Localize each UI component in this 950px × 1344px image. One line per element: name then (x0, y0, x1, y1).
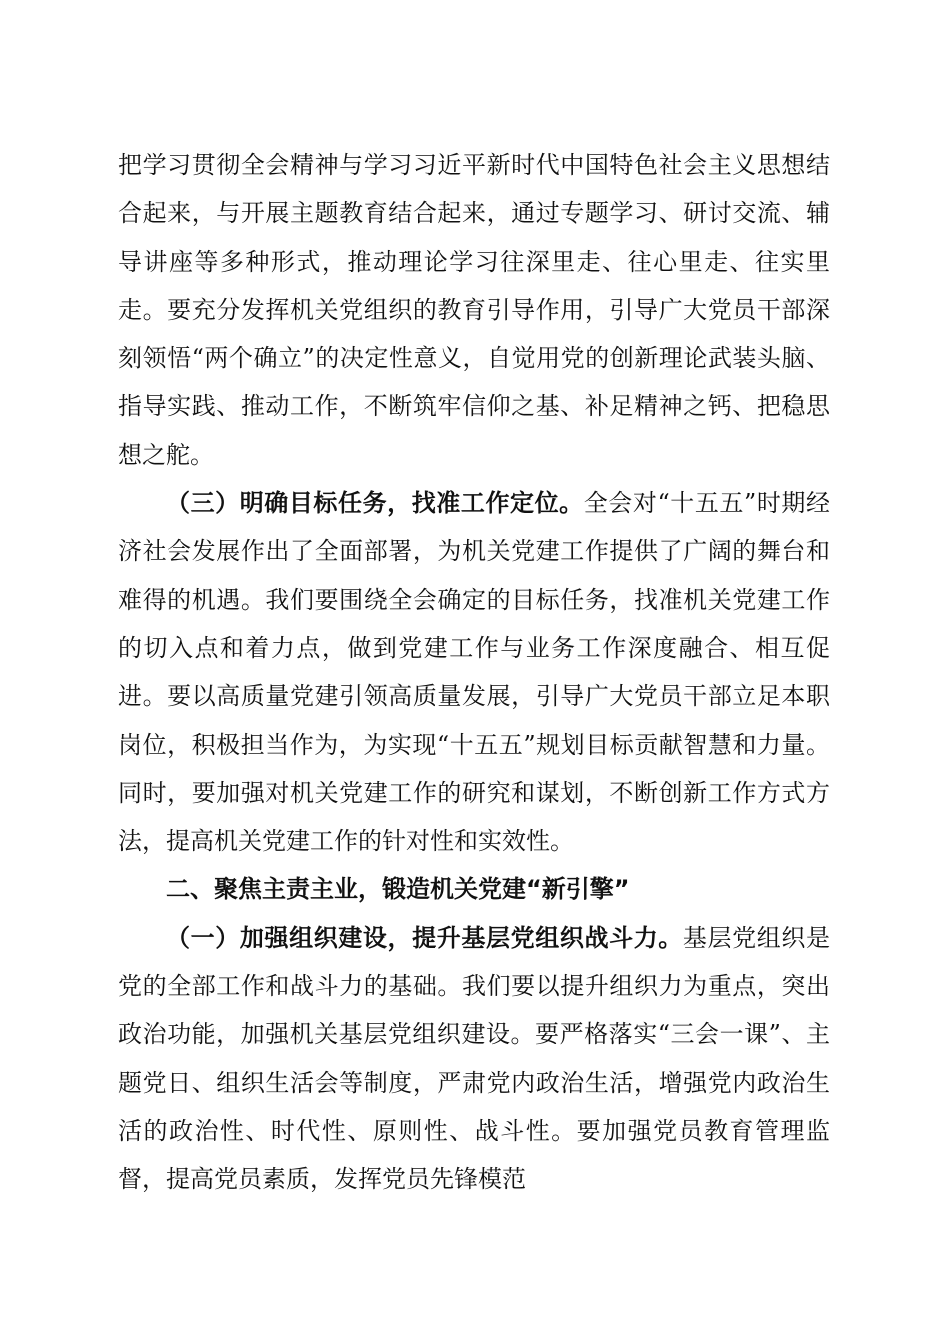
paragraph-text: 基层党组织是党的全部工作和战斗力的基础。我们要以提升组织力为重点，突出政治功能，加强机关基层党组织建设。要严格落实“三会一课”、主题党日、组织生活会等制度，严肃党内政治生活，增强党内政治生活的政治性、时代性、原则性、战斗性。要加强党员教育管理监督，提高党员素质，发挥党员先锋模范 (118, 923, 830, 1194)
paragraph-lead: （一）加强组织建设，提升基层党组织战斗力。 (166, 922, 683, 952)
paragraph-section-three (118, 479, 830, 865)
document-body (118, 141, 830, 1204)
paragraph-continuation (118, 141, 830, 479)
paragraph-text: 全会对“十五五”时期经济社会发展作出了全面部署，为机关党建工作提供了广阔的舞台和难得的机遇。我们要围绕全会确定的目标任务，找准机关党建工作的切入点和着力点，做到党建工作与业务工作深度融合、相互促进。要以高质量党建引领高质量发展，引导广大党员干部立足本职岗位，积极担当作为，为实现“十五五”规划目标贡献智慧和力量。同时，要加强对机关党建工作的研究和谋划，不断创新工作方式方法，提高机关党建工作的针对性和实效性。 (118, 489, 830, 856)
section-heading: 二、聚焦主责主业，锻造机关党建“新引擎” (166, 875, 630, 904)
paragraph-lead: （三）明确目标任务，找准工作定位。 (166, 488, 584, 518)
paragraph-section-one (118, 914, 830, 1204)
paragraph-text: 把学习贯彻全会精神与学习习近平新时代中国特色社会主义思想结合起来，与开展主题教育结合起来，通过专题学习、研讨交流、辅导讲座等多种形式，推动理论学习往深里走、往心里走、往实里走。要充分发挥机关党组织的教育引导作用，引导广大党员干部深刻领悟“两个确立”的决定性意义，自觉用党的创新理论武装头脑、指导实践、推动工作，不断筑牢信仰之基、补足精神之钙、把稳思想之舵。 (118, 151, 830, 469)
